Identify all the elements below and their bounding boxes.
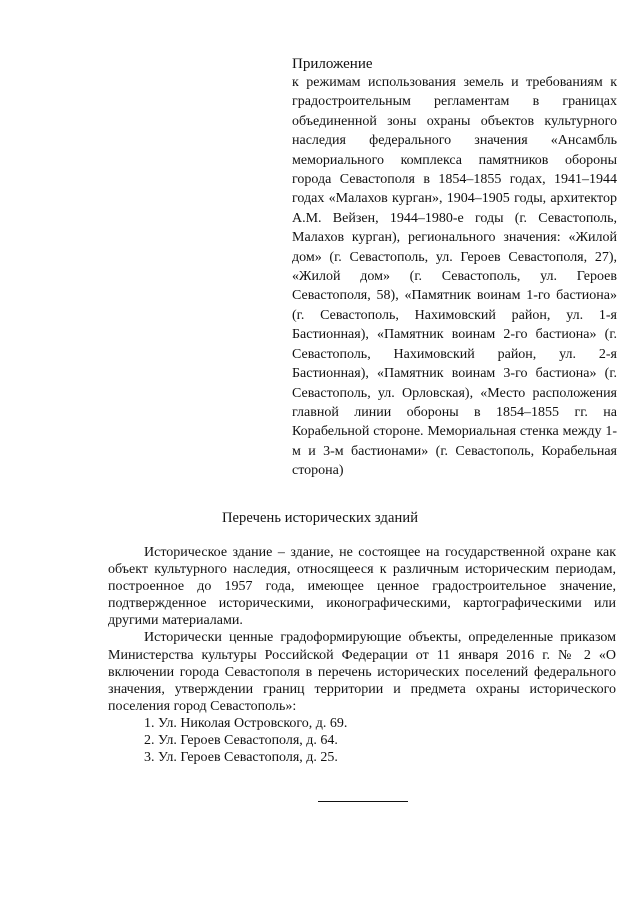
- list-item: 3. Ул. Героев Севастополя, д. 25.: [144, 750, 338, 766]
- list-item: 1. Ул. Николая Островского, д. 69.: [144, 715, 348, 731]
- appendix-title: Приложение: [292, 56, 373, 72]
- paragraph-historical-building-definition: Историческое здание – здание, не состоящее на государственной охране как объект культурного наследия, относящееся к различным историческим периодам, построенное до 1957 года, имеющее ценное градостроительное значение, подтвержденное историческими, иконографическими, картографическими или другими материалами.: [108, 545, 616, 629]
- end-divider: [318, 801, 408, 802]
- appendix-header: [292, 55, 617, 481]
- document-body: [108, 544, 616, 766]
- buildings-list: [108, 715, 616, 766]
- section-title: Перечень исторических зданий: [221, 510, 419, 526]
- appendix-text: к режимам использования земель и требованиям к градостроительным регламентам в границах объединенной зоны охраны объектов культурного наследия федерального значения «Ансамбль мемориального комплекса памятников обороны города Севастополя в 1854–1855 годах, 1941–1944 годах «Малахов курган», 1904–1905 годы, архитектор А.М. Вейзен, 1944–1980-е годы (г. Севастополь, Малахов курган), регионального значения: «Жилой дом» (г. Севастополь, ул. Героев Севастополя, 27), «Жилой дом» (г. Севастополь, ул. Героев Севастополя, 58), «Памятник воинам 1-го бастиона» (г. Севастополь, Нахимовский район, ул. 1-я Бастионная), «Памятник воинам 2-го бастиона» (г. Севастополь, Нахимовский район, ул. 2-я Бастионная), «Памятник воинам 3-го бастиона» (г. Севастополь, ул. Орловская), «Место расположения главной линии обороны в 1854–1855 гг. на Корабельной стороне. Мемориальная стенка между 1-м и 3-м бастионами» (г. Севастополь, Корабельная сторона): [292, 75, 617, 479]
- paragraph-historically-valuable-objects: Исторически ценные градоформирующие объекты, определенные приказом Министерства культуры Российской Федерации от 11 января 2016 г. № 2 «О включении города Севастополя в перечень исторических поселений федерального значения, утверждении границ территории и предмета охраны исторического поселения город Севастополь»:: [108, 630, 616, 714]
- list-item: 2. Ул. Героев Севастополя, д. 64.: [144, 733, 338, 749]
